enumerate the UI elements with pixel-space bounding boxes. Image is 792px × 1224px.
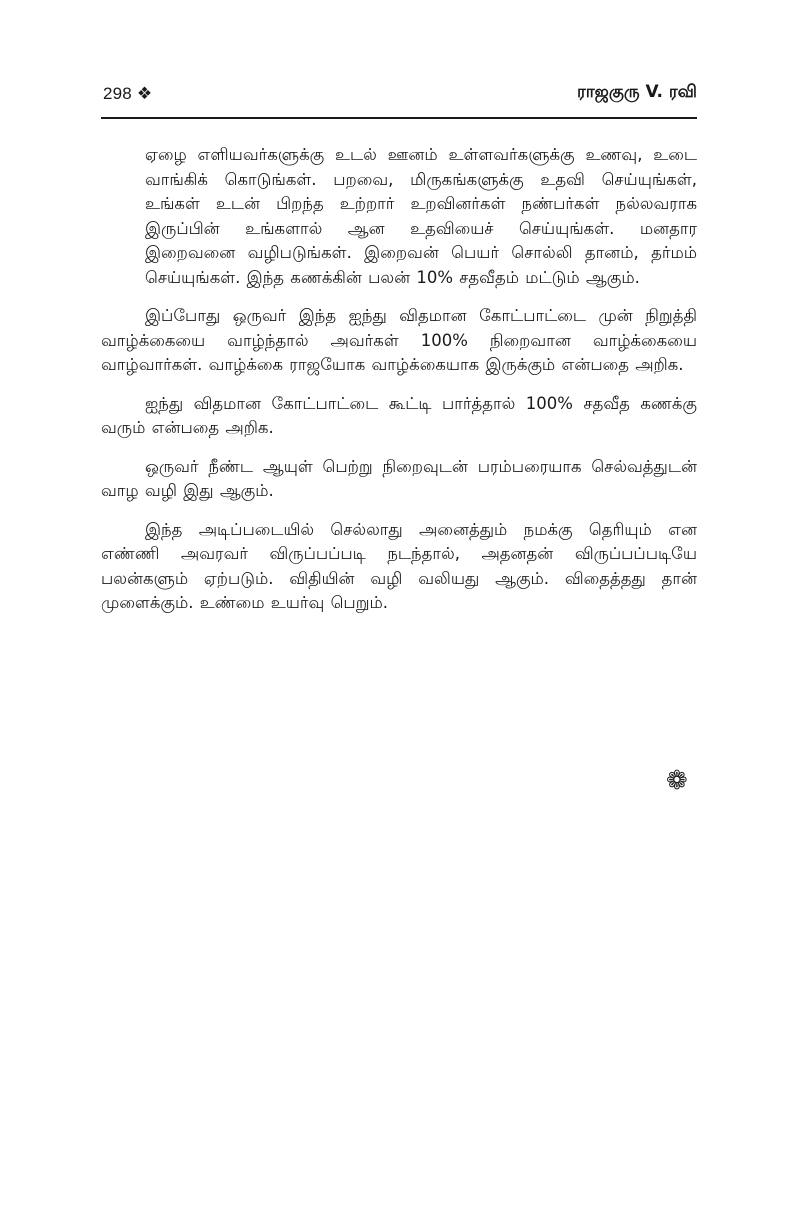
paragraph-1: ஏழை எளியவர்களுக்கு உடல் ஊனம் உள்ளவர்களுக்கு உணவு, உடை வாங்கிக் கொடுங்கள். பறவை, மிருகங்களுக்கு உதவி செய்யுங்கள், உங்கள் உடன் பிறந்த உற்றார் உறவினர்கள் நண்பர்கள் நல்லவராக இருப்பின் உங்களால் ஆன உதவியைச் செய்யுங்கள். மனதார இறைவனை வழிபடுங்கள். இறைவன் பெயர் சொல்லி தானம், தர்மம் செய்யுங்கள். இந்த கணக்கின் பலன் 10% சதவீதம் மட்டும் ஆகும்.	[145, 145, 697, 287]
paragraph-3: ஐந்து விதமான கோட்பாட்டை கூட்டி பார்த்தால் 100% சதவீத கணக்கு வரும் என்பதை அறிக.	[101, 393, 697, 437]
page-header	[103, 82, 697, 110]
flower-ornament-icon: ❁	[666, 766, 688, 796]
running-title: ராஜகுரு V. ரவி	[577, 82, 697, 102]
paragraph-5: இந்த அடிப்படையில் செல்லாது அனைத்தும் நமக்கு தெரியும் என எண்ணி அவரவர் விருப்பப்படி நடந்தால், அதனதன் விருப்பப்படியே பலன்களும் ஏற்படும். விதியின் வழி வலியது ஆகும். விதைத்தது தான் முளைக்கும். உண்மை உயர்வு பெறும்.	[101, 519, 697, 612]
header-rule	[101, 117, 697, 119]
page-number: 298 ❖	[103, 84, 153, 103]
body-text	[101, 143, 697, 630]
paragraph-2: இப்போது ஒருவர் இந்த ஐந்து விதமான கோட்பாட்டை முன் நிறுத்தி வாழ்க்கையை வாழ்ந்தால் அவர்கள் 100% நிறைவான வாழ்க்கையை வாழ்வார்கள். வாழ்க்கை ராஜயோக வாழ்க்கையாக இருக்கும் என்பதை அறிக.	[101, 306, 697, 374]
paragraph-4: ஒருவர் நீண்ட ஆயுள் பெற்று நிறைவுடன் பரம்பரையாக செல்வத்துடன் வாழ வழி இது ஆகும்.	[101, 456, 697, 500]
